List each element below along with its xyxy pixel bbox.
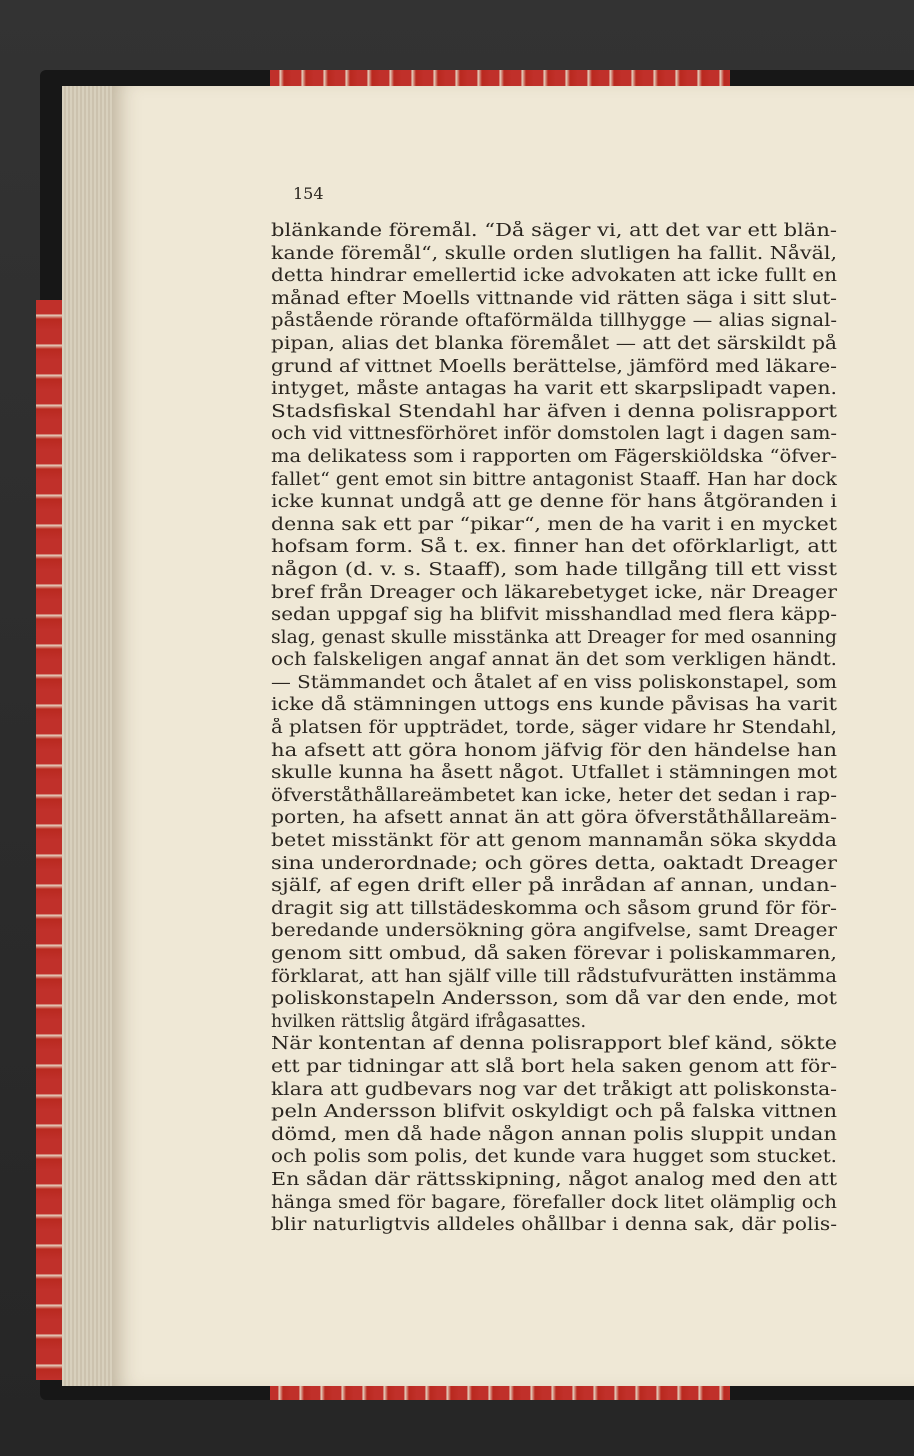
text-line: sedan uppgaf sig ha blifvit misshandlad med flera käpp-	[271, 605, 837, 626]
text-line: å platsen för uppträdet, torde, säger vidare hr Stendahl,	[271, 718, 837, 739]
text-line: och vid vittnesförhöret inför domstolen lagt i dagen sam-	[271, 424, 837, 445]
text-line: sina underordnade; och göres detta, oaktadt Dreager	[271, 853, 837, 874]
text-line: icke då stämningen uttogs ens kunde påvisas ha varit	[271, 695, 837, 716]
text-line: ett par tidningar att slå bort hela saken genom att för-	[271, 1056, 837, 1077]
text-line: påstående rörande oftaförmälda tillhygge — alias signal-	[271, 311, 837, 332]
text-line: bref från Dreager och läkarebetyget icke, när Dreager	[271, 582, 837, 603]
text-line: peln Andersson blifvit oskyldigt och på falska vittnen	[271, 1102, 837, 1123]
text-line: ha afsett att göra honom jäfvig för den händelse han	[271, 740, 837, 761]
text-line: klara att gudbevars nog var det tråkigt att poliskonsta-	[271, 1079, 837, 1100]
text-line: hvilken rättslig åtgärd ifrågasattes.	[271, 1011, 587, 1032]
text-line: dragit sig att tillstädeskomma och såsom grund för för-	[271, 898, 837, 919]
text-line: blir naturligtvis alldeles ohållbar i denna sak, där polis-	[271, 1215, 837, 1236]
page-number: 154	[293, 184, 324, 203]
text-line: intyget, måste antagas ha varit ett skarpslipadt vapen.	[271, 379, 837, 400]
text-line: — Stämmandet och åtalet af en viss poliskonstapel, som	[271, 672, 837, 693]
text-line: öfverståthållareämbetet kan icke, heter det sedan i rap-	[271, 785, 837, 806]
text-line: Stadsfiskal Stendahl har äfven i denna polisrapport	[271, 401, 837, 422]
text-line: förklarat, att han själf ville till rådstufvurätten instämma	[271, 966, 837, 987]
text-line: hänga smed för bagare, förefaller dock litet olämplig och	[271, 1192, 837, 1213]
text-line: dömd, men då hade någon annan polis sluppit undan	[271, 1124, 837, 1145]
text-line: någon (d. v. s. Staaff), som hade tillgång till ett visst	[271, 559, 837, 580]
text-line: skulle kunna ha åsett något. Utfallet i stämningen mot	[271, 763, 837, 784]
text-line: betet misstänkt för att genom mannamån söka skydda	[271, 831, 837, 852]
text-line: slag, genast skulle misstänka att Dreager for med osanning	[271, 627, 837, 648]
text-line: detta hindrar emellertid icke advokaten att icke fullt en	[271, 266, 837, 287]
text-line: och falskeligen angaf annat än det som verkligen händt.	[271, 650, 837, 671]
text-line: och polis som polis, det kunde vara hugget som stucket.	[271, 1147, 837, 1168]
text-line: porten, ha afsett annat än att göra öfverståthållareäm-	[271, 808, 837, 829]
text-line: grund af vittnet Moells berättelse, jämförd med läkare-	[271, 356, 837, 377]
text-line: icke kunnat undgå att ge denne för hans åtgöranden i	[271, 492, 837, 513]
text-line: beredande undersökning göra angifvelse, samt Dreager	[271, 921, 837, 942]
text-line: denna sak ett par “pikar“, men de ha varit i en mycket	[271, 514, 837, 535]
red-page-edge-left	[36, 300, 64, 1380]
text-line: kande föremål“, skulle orden slutligen ha fallit. Nåväl,	[271, 243, 837, 264]
text-line: genom sitt ombud, då saken förevar i poliskammaren,	[271, 944, 837, 964]
body-text	[271, 220, 837, 1237]
text-line: fallet“ gent emot sin bittre antagonist Staaff. Han har dock	[271, 469, 837, 490]
text-line: månad efter Moells vittnande vid rätten säga i sitt slut-	[271, 288, 837, 309]
text-line: hofsam form. Så t. ex. finner han det oförklarligt, att	[271, 537, 837, 558]
text-line: ma delikatess som i rapporten om Fägerskiöldska “öfver-	[271, 446, 837, 467]
text-line: En sådan där rättsskipning, något analog med den att	[271, 1169, 837, 1190]
text-line: själf, af egen drift eller på inrådan af annan, undan-	[271, 876, 837, 897]
text-line: När kontentan af denna polisrapport blef känd, sökte	[271, 1034, 837, 1055]
text-line: blänkande föremål. “Då säger vi, att det var ett blän-	[271, 221, 837, 241]
text-line: poliskonstapeln Andersson, som då var den ende, mot	[271, 989, 837, 1010]
text-line: pipan, alias det blanka föremålet — att det särskildt på	[271, 333, 837, 354]
